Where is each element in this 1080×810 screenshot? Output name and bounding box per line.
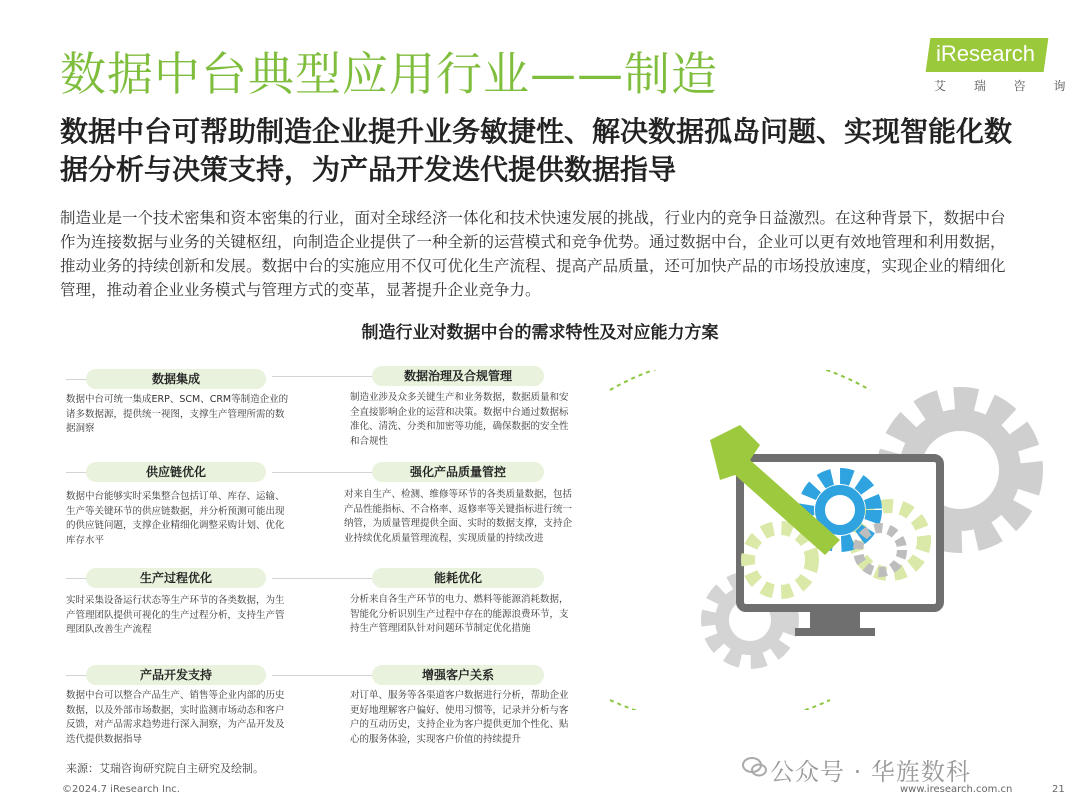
logo-subtitle: 艾 瑞 咨 询 xyxy=(934,79,1078,93)
item-description: 对订单、服务等各渠道客户数据进行分析，帮助企业更好地理解客户偏好、使用习惯等，记录并分析与客户的互动历史，支持企业为客户提供更加个性化、贴心的服务体验，实现客户价值的持续提升 xyxy=(350,690,569,745)
item-label: 生产过程优化 xyxy=(86,568,266,588)
body-paragraph: 制造业是一个技术密集和资本密集的行业，面对全球经济一体化和技术快速发展的挑战，行业内的竞争日益激烈。在这种背景下，数据中台作为连接数据与业务的关键枢纽，向制造企业提供了一种全新的运营模式和竞争优势。通过数据中台，企业可以更有效地管理和利用数据，推动业务的持续创新和发展。数据中台的实施应用不仅可优化生产流程、提高产品质量，还可加快产品的市场投放速度，实现企业的精细化管理，推动着企业业务模式与管理方式的变革，显著提升企业竞争力。 xyxy=(60,209,1006,299)
item-description: 分析来自各生产环节的电力、燃料等能源消耗数据，智能化分析识别生产过程中存在的能源浪费环节，支持生产管理团队针对问题环节制定优化措施 xyxy=(350,594,569,634)
item-label: 能耗优化 xyxy=(372,568,544,588)
item-description: 数据中台能够实时采集整合包括订单、库存、运输、生产等关键环节的供应链数据，并分析预测可能出现的供应链问题，支撑企业精细化调整采购计划、优化库存水平 xyxy=(66,491,285,546)
page-number: 21 xyxy=(1052,784,1065,795)
item-description: 实时采集设备运行状态等生产环节的各类数据，为生产管理团队提供可视化的生产过程分析，支持生产管理团队改善生产流程 xyxy=(66,595,285,635)
page-title: 数据中台典型应用行业——制造 xyxy=(60,47,718,101)
item-description: 制造业涉及众多关键生产和业务数据，数据质量和安全直接影响企业的运营和决策。数据中台通过数据标准化、清洗、分类和加密等功能，确保数据的安全性和合规性 xyxy=(350,392,569,447)
item-description: 数据中台可统一集成ERP、SCM、CRM等制造企业的诸多数据源，提供统一视图，支撑生产管理所需的数据洞察 xyxy=(66,394,289,434)
iresearch-logo xyxy=(928,38,1078,96)
page-subtitle: 数据中台可帮助制造企业提升业务敏捷性、解决数据孤岛问题、实现智能化数据分析与决策支持，为产品开发迭代提供数据指导 xyxy=(60,115,1013,186)
wechat-icon xyxy=(742,754,768,780)
item-description: 数据中台可以整合产品生产、销售等企业内部的历史数据，以及外部市场数据，实时监测市场动态和客户反馈，对产品需求趋势进行深入洞察，为产品开发及迭代提供数据指导 xyxy=(66,690,285,745)
item-label: 产品开发支持 xyxy=(86,665,266,685)
logo-brand: iResearch xyxy=(936,41,1036,66)
website-url: www.iresearch.com.cn xyxy=(900,784,1013,795)
item-label: 数据治理及合规管理 xyxy=(372,366,544,386)
dashed-arc xyxy=(610,370,870,390)
item-description: 对来自生产、检测、维修等环节的各类质量数据，包括产品性能指标、不合格率、返修率等关键指标进行统一纳管，为质量管理提供全面、实时的数据支撑，支持企业持续优化质量管理流程，实现质量的持续改进 xyxy=(344,489,573,544)
source-note: 来源：艾瑞咨询研究院自主研究及绘制。 xyxy=(66,762,264,775)
item-label: 增强客户关系 xyxy=(372,665,544,685)
copyright: ©2024.7 iResearch Inc. xyxy=(62,784,180,795)
manufacturing-illustration xyxy=(590,370,1070,710)
section-title: 制造行业对数据中台的需求特性及对应能力方案 xyxy=(361,323,719,343)
item-label: 数据集成 xyxy=(86,369,266,389)
dashed-arc xyxy=(610,700,830,710)
item-label: 强化产品质量管控 xyxy=(372,462,544,482)
item-label: 供应链优化 xyxy=(86,462,266,482)
watermark: 公众号 · 华旌数科 xyxy=(770,758,971,786)
